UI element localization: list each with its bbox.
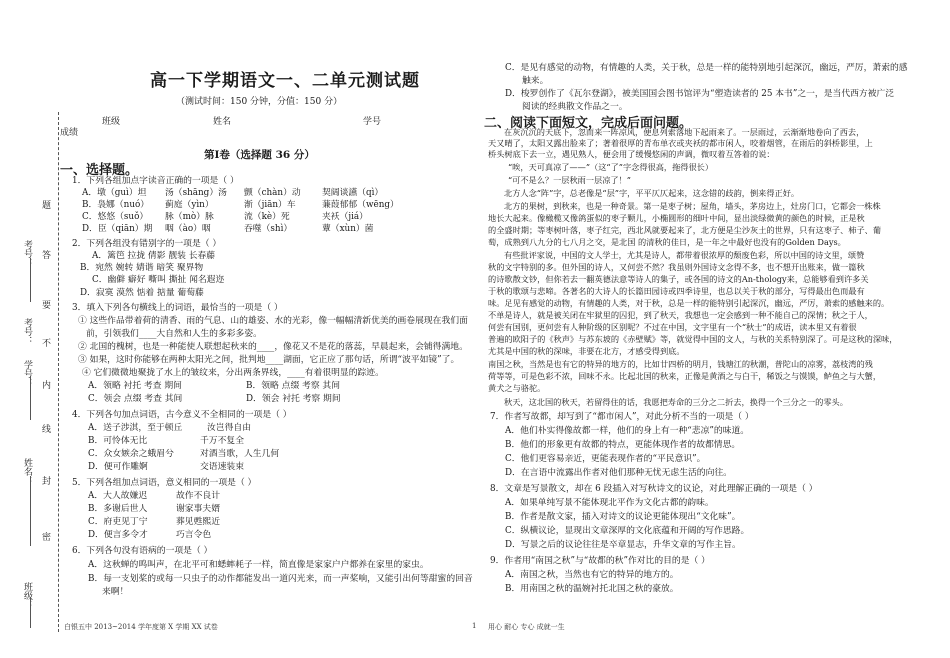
q7-option: B．他们的形象更有故都的特点，更能体现作者的故都情思。 [505, 440, 741, 450]
q4-option: 对酒当歌，人生几何 [200, 449, 280, 459]
binding-field-line [30, 376, 31, 420]
q7-option: D．在言语中流露出作者对他们那种无忧无虑生活的向往。 [505, 468, 732, 478]
binding-mark: 题 [40, 200, 50, 209]
passage-line: 秋天，这北国的秋天，若留得住的话，我愿把寿命的三分之二折去，换得一个三分之一的零头。 [504, 397, 848, 407]
q1-option: C．悠悠（suǒ） [82, 212, 149, 222]
footer-motto: 用心 耐心 专心 成就一生 [488, 623, 565, 631]
q4-option: 汝岂得自由 [207, 423, 251, 433]
q1-option: 蕈（xùn）菌 [322, 224, 374, 234]
passage-line: 在灰沉沉的天底下，忽而来一阵凉风，便息列索落地下起雨来了。一层雨过，云渐渐地卷向了西去， [504, 127, 865, 137]
q1-option: 汤（shāng）汤 [165, 188, 227, 198]
footer-school-info: 白银五中 2013~2014 学年度第 X 学期 XX 试卷 [64, 623, 218, 631]
binding-mark: 内 [40, 380, 50, 389]
passage-line: “可不是么？一层秋雨一层凉了！” [508, 175, 631, 185]
q4-stem: 4．下列各句加点词语，古今意义不全相同的一项是（ ） [72, 410, 292, 420]
q9-stem: 9．作者用“南国之秋”与“故都的秋”作对比的目的是（ ） [490, 556, 710, 566]
binding-mark: 不 [40, 338, 50, 347]
q6-option-cont: 触来。 [522, 76, 549, 86]
q3-sentence: ③ 如果，这时你能够在两种太阳光之间，批判地____湖面，它正应了那句话，所谓“波平如镜”了。 [78, 355, 460, 365]
passage-line: “唉，天可真凉了——”（这“了”字念得很高，拖得很长） [508, 162, 714, 172]
q5-option: 故作不良计 [176, 491, 220, 501]
q1-option: D．臣（qiān）期 [82, 224, 153, 234]
passage-line: 黄犬之与骆驼。 [488, 383, 546, 393]
class-field-label: 班级 [102, 117, 121, 127]
q3-option: A．领略 衬托 考查 期间 [88, 381, 182, 391]
q5-option: D．便言多令才 [88, 530, 148, 540]
passage-line: 普遍的欧阳子的《秋声》与苏东坡的《赤壁赋》等，就觉得中国的文人，与秋的关系特别深了。可是这秋的深味， [488, 334, 898, 344]
q6-option-cont: 阅读的经典散文作品之一。 [522, 102, 628, 112]
binding-field-line [30, 258, 31, 302]
q1-stem: 1．下列各组加点字读音正确的一项是（ ） [72, 176, 239, 186]
q4-option: A．送子涉淇，至于顿丘 [88, 423, 183, 433]
q3-option: D．领会 衬托 考察 期间 [246, 394, 341, 404]
passage-line: 不单是诗人，就是被关闭在牢狱里的囚犯，到了秋天，我想也一定会感到一种不能自己的深情；秋之于人， [488, 310, 873, 320]
q5-option: C．府吏见丁宁 [88, 517, 148, 527]
q9-option: A．南国之秋，当然也有它的特异的地方的。 [505, 570, 679, 580]
exam-info: （测试时间：150 分钟，分值：150 分） [176, 97, 343, 107]
passage-line: 何尝有国别，更何尝有人种阶级的区别呢？不过在中国，文字里有一个“秋士”的成语，读本里又有着很 [488, 322, 857, 332]
binding-name-label: 姓名： [22, 458, 32, 485]
q6-option: A．这秋蝉的鸣叫声，在北平可和蟋蟀耗子一样，简直像是家家户户都养在家里的家虫。 [88, 560, 429, 570]
q4-option: 交语速装束 [200, 462, 244, 472]
q3-option: C．领会 点缀 考查 其间 [88, 394, 183, 404]
q3-sentence: ① 这些作品带着荷的清香、雨的气息、山的雄姿、水的光彩，像一幅幅清新优美的画卷展现在我们面 [78, 316, 468, 326]
binding-student-no-label: 学号： [22, 360, 32, 387]
passage-line: 桥头树底下去一立，遇见熟人，便会用了缓慢悠闲的声调，微叹着互答着的说： [488, 149, 775, 159]
q2-option: C．幽僻 癖好 嘶叫 撕扯 闻名遐迩 [92, 275, 225, 285]
section2-heading: 二、阅读下面短文，完成后面问题。 [484, 116, 693, 131]
q8-option: B．作者是散文家，插入对诗文的议论更能体现出“文化味”。 [505, 512, 741, 522]
q1-option: B．袅娜（nuó） [82, 200, 150, 210]
q1-option: 蓟庭（yìn） [165, 200, 214, 210]
q1-option: 咽（ào）咽 [165, 224, 211, 234]
q4-option: 千万不复全 [200, 436, 244, 446]
passage-line: 萄，成熟到八九分的七八月之交，是北国 的清秋的佳日，是一年之中最好也没有的Golden Days。 [488, 237, 846, 247]
q1-option: 脉（mò）脉 [165, 212, 214, 222]
passage-line: 的全盛时期；等枣树叶落，枣子红完，西北风就要起来了，北方便是尘沙灰土的世界，只有这枣子、柿子、葡 [488, 225, 882, 235]
score-field-label: 成绩 [60, 128, 79, 138]
q6-option: D．梭罗创作了《瓦尔登湖》，被美国国会图书馆评为“塑造读者的 25 本书”之一，是当代西方被广泛 [505, 89, 895, 99]
binding-mark: 要 [40, 300, 50, 309]
passage-line: 荷等等，可是色彩不浓，回味不永。比起北国的秋来，正像是黄酒之与白干，稀饭之与馍馍，鲈鱼之与大蟹， [488, 371, 882, 381]
passage-line: 北方的果树，到秋来，也是一种奇景。第一是枣子树；屋角，墙头，茅房边上，灶房门口，它都会一株株 [504, 201, 881, 211]
q5-option: B．多谢后世人 [88, 504, 148, 514]
passage-line: 的诗歌散文钞，但你若去一翻英德法意等诗人的集子，或各国的诗文的An-thology来，总能够看到许多关 [488, 274, 869, 284]
q1-option: 渐（jiān）车 [244, 200, 296, 210]
q3-sentence: 前，引领我们____大自然和人生的多彩多姿。 [86, 329, 262, 339]
q2-option: D．寂寞 漠然 惦着 掂量 葡萄藤 [80, 288, 204, 298]
q8-stem: 8．文章是写景散文，却在 6 段插入对写秋诗文的议论，对此理解正确的一项是（ ） [490, 484, 818, 494]
passage-line: 北方人念“阵”字，总老像是“层”字，平平仄仄起来，这念错的歧韵，倒来得正好。 [504, 188, 800, 198]
passage-line: 味。足见有感觉的动物，有情趣的人类，对于秋，总是一样的能特别引起深沉，幽远，严厉，萧索的感触来的。 [488, 298, 890, 308]
q7-option: C．他们更容易亲近，更能表现作者的“平民意识”。 [505, 454, 706, 464]
q4-option: B．可怜体无比 [88, 436, 148, 446]
q9-option: B．用南国之秋的温婉衬托北国之秋的豪放。 [505, 584, 679, 594]
q2-option: B．宛然 婉转 婧谐 暗笑 聚界物 [80, 263, 204, 273]
binding-field-line [30, 476, 31, 546]
passage-line: 地长大起来。像橄榄又像鸽蛋似的枣子颗儿，小椭圆形的细叶中间，显出淡绿微黄的颜色的时候，正是秋 [488, 213, 865, 223]
passage-line: 南国之秋，当然是也有它的特异的地方的，比如廿四桥的明月，钱塘江的秋潮，普陀山的凉雾，荔枝湾的残 [488, 359, 873, 369]
q4-option: D．便可作雕婀 [88, 462, 148, 472]
q1-option: 夹袄（jiá） [322, 212, 368, 222]
q4-option: C．众女嫉余之蛾眉兮 [88, 449, 174, 459]
q7-stem: 7．作者写故都，却写到了“都市闲人”，对此分析不当的一项是（ ） [490, 412, 754, 422]
q8-option: A．如果单纯写景不能体现北平作为文化古都的韵味。 [505, 498, 714, 508]
name-field-label: 姓名 [213, 117, 232, 127]
binding-dashed-line [58, 112, 59, 632]
binding-seat-no-label: 考号： [22, 318, 32, 345]
q8-option: D．写景之后的议论往往是卒章显志，升华文章的写作主旨。 [505, 540, 741, 550]
q2-option: A．篱笆 拉拢 倩影 靓装 长春藤 [92, 251, 216, 261]
binding-mark: 密 [40, 532, 50, 541]
q5-stem: 5．下列各组加点词语，意义相同的一项是（ ） [72, 478, 257, 488]
binding-mark: 答 [40, 250, 50, 259]
binding-field-line [30, 598, 31, 628]
q1-option: 流（kè）死 [244, 212, 290, 222]
q3-stem: 3．填入下列各句横线上的词语，最恰当的一项是（ ） [72, 303, 283, 313]
binding-mark: 线 [40, 424, 50, 433]
q1-option: 契阔谈讌（qì） [322, 188, 384, 198]
passage-line: 秋的文字特别的多。但外国的诗人，又何尝不然？我虽则外国诗文念得不多，也不想开出账来，做一篇秋 [488, 262, 865, 272]
q3-sentence: ④ 它们微微地聚拢了水上的皱纹来，分出两条界线，____有着很明显的踪迹。 [82, 368, 384, 378]
q3-sentence: ② 北国的槐树，也是一种能使人联想起秋来的____，像花又不是花的落蕊，早晨起来，会铺得满地。 [78, 342, 468, 352]
q1-option: A．墩（guì）坦 [82, 188, 147, 198]
q7-option: A．他们朴实得像故都一样，他们的身上有一种“悲凉”的味道。 [505, 426, 750, 436]
q5-option: 巧言令色 [176, 530, 212, 540]
passage-line: 有些批评家说，中国的文人学士，尤其是诗人，都带着很浓厚的颓废色彩，所以中国的诗文里，颂赞 [504, 250, 865, 260]
binding-exam-no-label: 考号： [22, 240, 32, 267]
section1-heading: 一、选择题。 [60, 163, 139, 178]
volume-heading: 第Ⅰ卷（选择题 36 分） [204, 149, 315, 161]
q6-option: C．是见有感觉的动物，有情趣的人类，关于秋，总是一样的能特别地引起深沉，幽远，严厉，萧索的感 [505, 63, 908, 73]
footer-page-number: 1 [472, 622, 477, 630]
q1-option: 蒹葭郁郁（wēng） [322, 200, 399, 210]
q6-option-cont: 来啊！ [102, 587, 129, 597]
q5-option: 葬见甦熙近 [176, 517, 220, 527]
student-id-field-label: 学号 [363, 117, 382, 127]
passage-line: 尤其是中国的秋的深味，非要在北方，才感受得到底。 [488, 346, 685, 356]
binding-mark: 封 [40, 476, 50, 485]
q2-stem: 2．下列各组没有错别字的一项是（ ） [72, 239, 222, 249]
page-title: 高一下学期语文一、二单元测试题 [150, 71, 420, 91]
q1-option: 颤（chàn）动 [244, 188, 301, 198]
q5-option: A．大人故嫌迟 [88, 491, 148, 501]
passage-line: 天又晴了，太阳又露出脸来了；著着很厚的青布单衣或夹袄的都市闲人，咬着烟管，在雨后的斜桥影里，上 [488, 138, 873, 148]
q1-option: 吞噬（shì） [244, 224, 293, 234]
q3-option: B．领略 点缀 考察 其间 [246, 381, 341, 391]
binding-class-label: 班级： [22, 582, 32, 609]
q6-stem: 6．下列各句没有语病的一项是（ ） [72, 546, 213, 556]
q5-option: 谢家事夫婿 [176, 504, 220, 514]
q6-option: B．每一支划桨的或每一只虫子的动作都能发出一道闪光来，而一声桨响，又能引出何等甜蜜的回音 [88, 574, 473, 584]
passage-line: 于秋的歌颂与悲啼。各著名的大诗人的长篇田园诗或四季诗里，也总以关于秋的部分，写得最出色而最有 [488, 286, 865, 296]
q8-option: C．纵横议论，显现出文章深厚的文化底蕴和开阔的写作思路。 [505, 526, 750, 536]
